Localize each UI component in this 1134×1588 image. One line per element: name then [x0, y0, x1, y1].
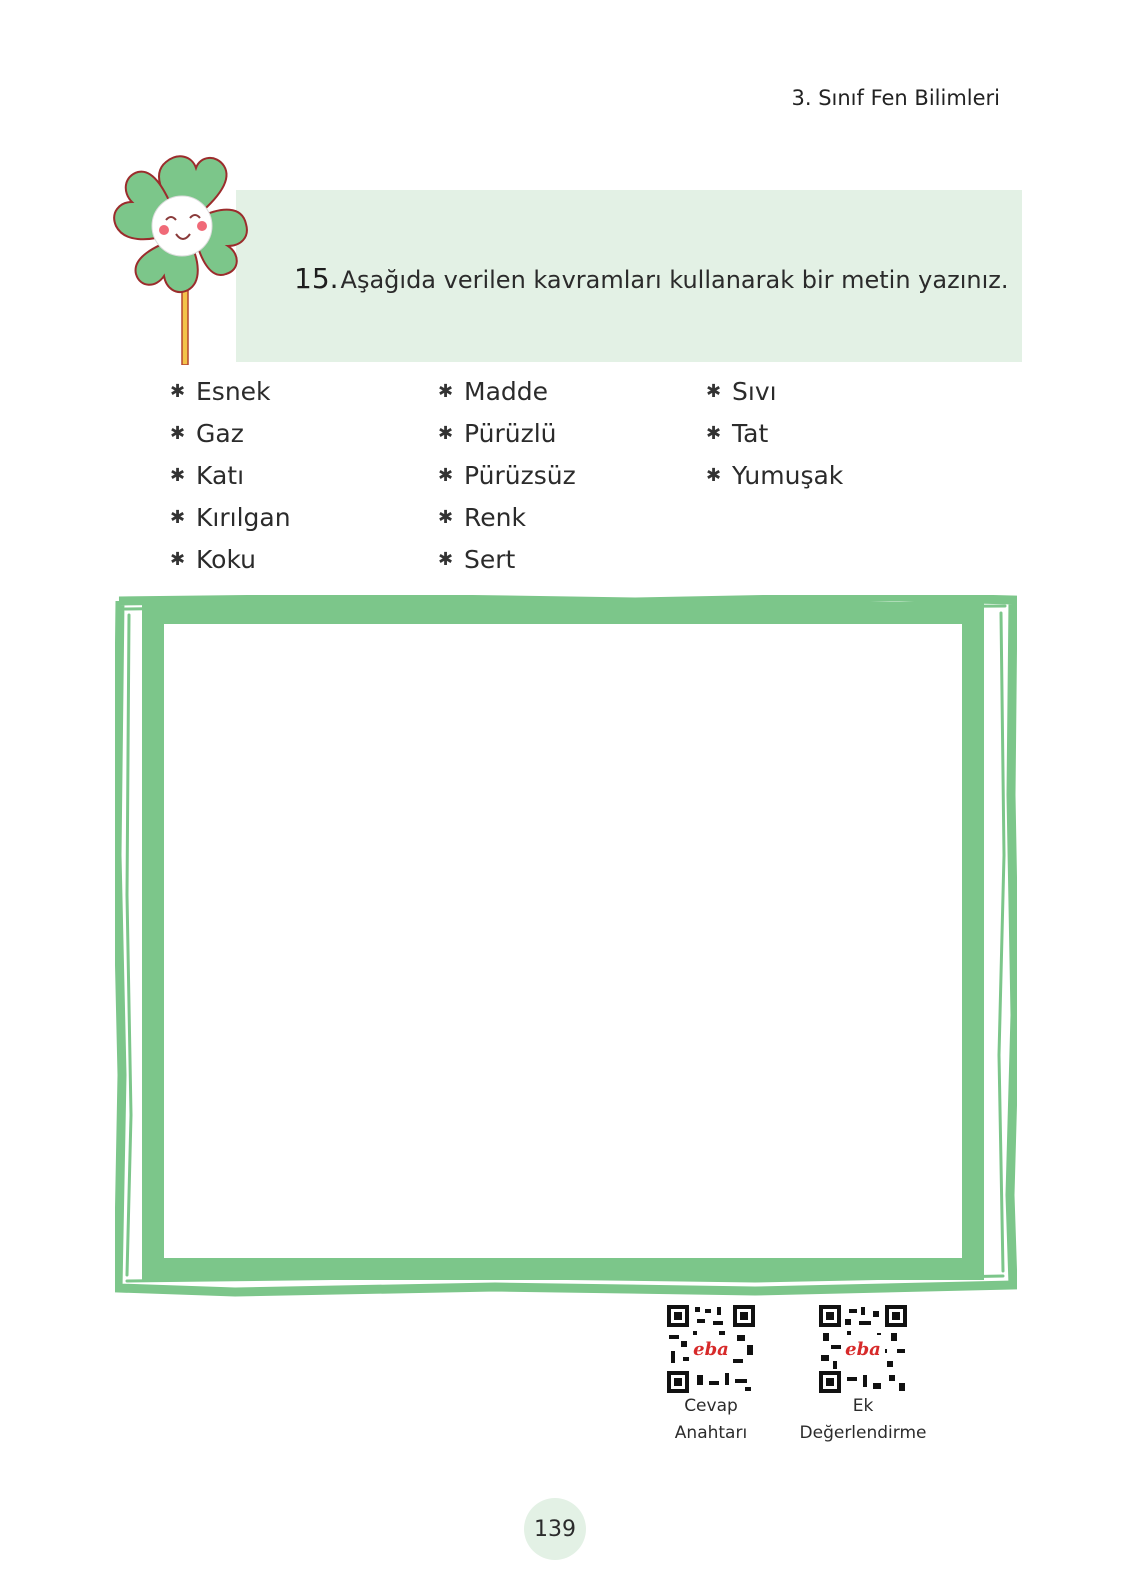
page-header-title: 3. Sınıf Fen Bilimleri: [791, 86, 1000, 110]
asterisk-icon: ✱: [438, 464, 454, 486]
concept-item: ✱ Madde: [438, 376, 549, 406]
concept-item: ✱ Sıvı: [706, 376, 777, 406]
asterisk-icon: ✱: [438, 548, 454, 570]
asterisk-icon: ✱: [706, 380, 722, 402]
concept-item: ✱ Katı: [170, 460, 245, 490]
concept-column-1: [170, 370, 291, 580]
concept-column-2: [438, 370, 576, 580]
question-prompt: [294, 262, 1008, 295]
asterisk-icon: ✱: [170, 422, 186, 444]
qr-label-cevap-anahtari: Cevap Anahtarı: [674, 1396, 748, 1443]
asterisk-icon: ✱: [438, 506, 454, 528]
page-number: 139: [524, 1498, 586, 1560]
concept-column-3: [706, 370, 843, 496]
concept-list: [170, 370, 890, 590]
asterisk-icon: ✱: [706, 422, 722, 444]
asterisk-icon: ✱: [438, 380, 454, 402]
concept-item: ✱ Pürüzsüz: [438, 460, 576, 490]
asterisk-icon: ✱: [170, 380, 186, 402]
flower-mascot-icon: [106, 150, 256, 365]
qr-code-cevap-anahtari-icon[interactable]: [667, 1305, 755, 1393]
svg-text:eba: eba: [693, 1339, 729, 1360]
concept-item: ✱ Renk: [438, 502, 526, 532]
asterisk-icon: ✱: [170, 548, 186, 570]
asterisk-icon: ✱: [170, 464, 186, 486]
asterisk-icon: ✱: [170, 506, 186, 528]
svg-text:eba: eba: [845, 1339, 881, 1360]
asterisk-icon: ✱: [706, 464, 722, 486]
concept-item: ✱ Sert: [438, 544, 516, 574]
qr-code-ek-degerlendirme-icon[interactable]: [819, 1305, 907, 1393]
writing-area-frame[interactable]: [115, 595, 1017, 1303]
concept-item: ✱ Koku: [170, 544, 256, 574]
concept-item: ✱ Kırılgan: [170, 502, 291, 532]
qr-label-ek-degerlendirme: Ek Değerlendirme: [799, 1396, 927, 1443]
concept-item: ✱ Pürüzlü: [438, 418, 557, 448]
question-number: 15.: [294, 262, 339, 295]
asterisk-icon: ✱: [438, 422, 454, 444]
concept-item: ✱ Tat: [706, 418, 769, 448]
concept-item: ✱ Esnek: [170, 376, 271, 406]
concept-item: ✱ Yumuşak: [706, 460, 844, 490]
question-text: Aşağıda verilen kavramları kullanarak bir metin yazınız.: [340, 266, 1009, 294]
concept-item: ✱ Gaz: [170, 418, 244, 448]
